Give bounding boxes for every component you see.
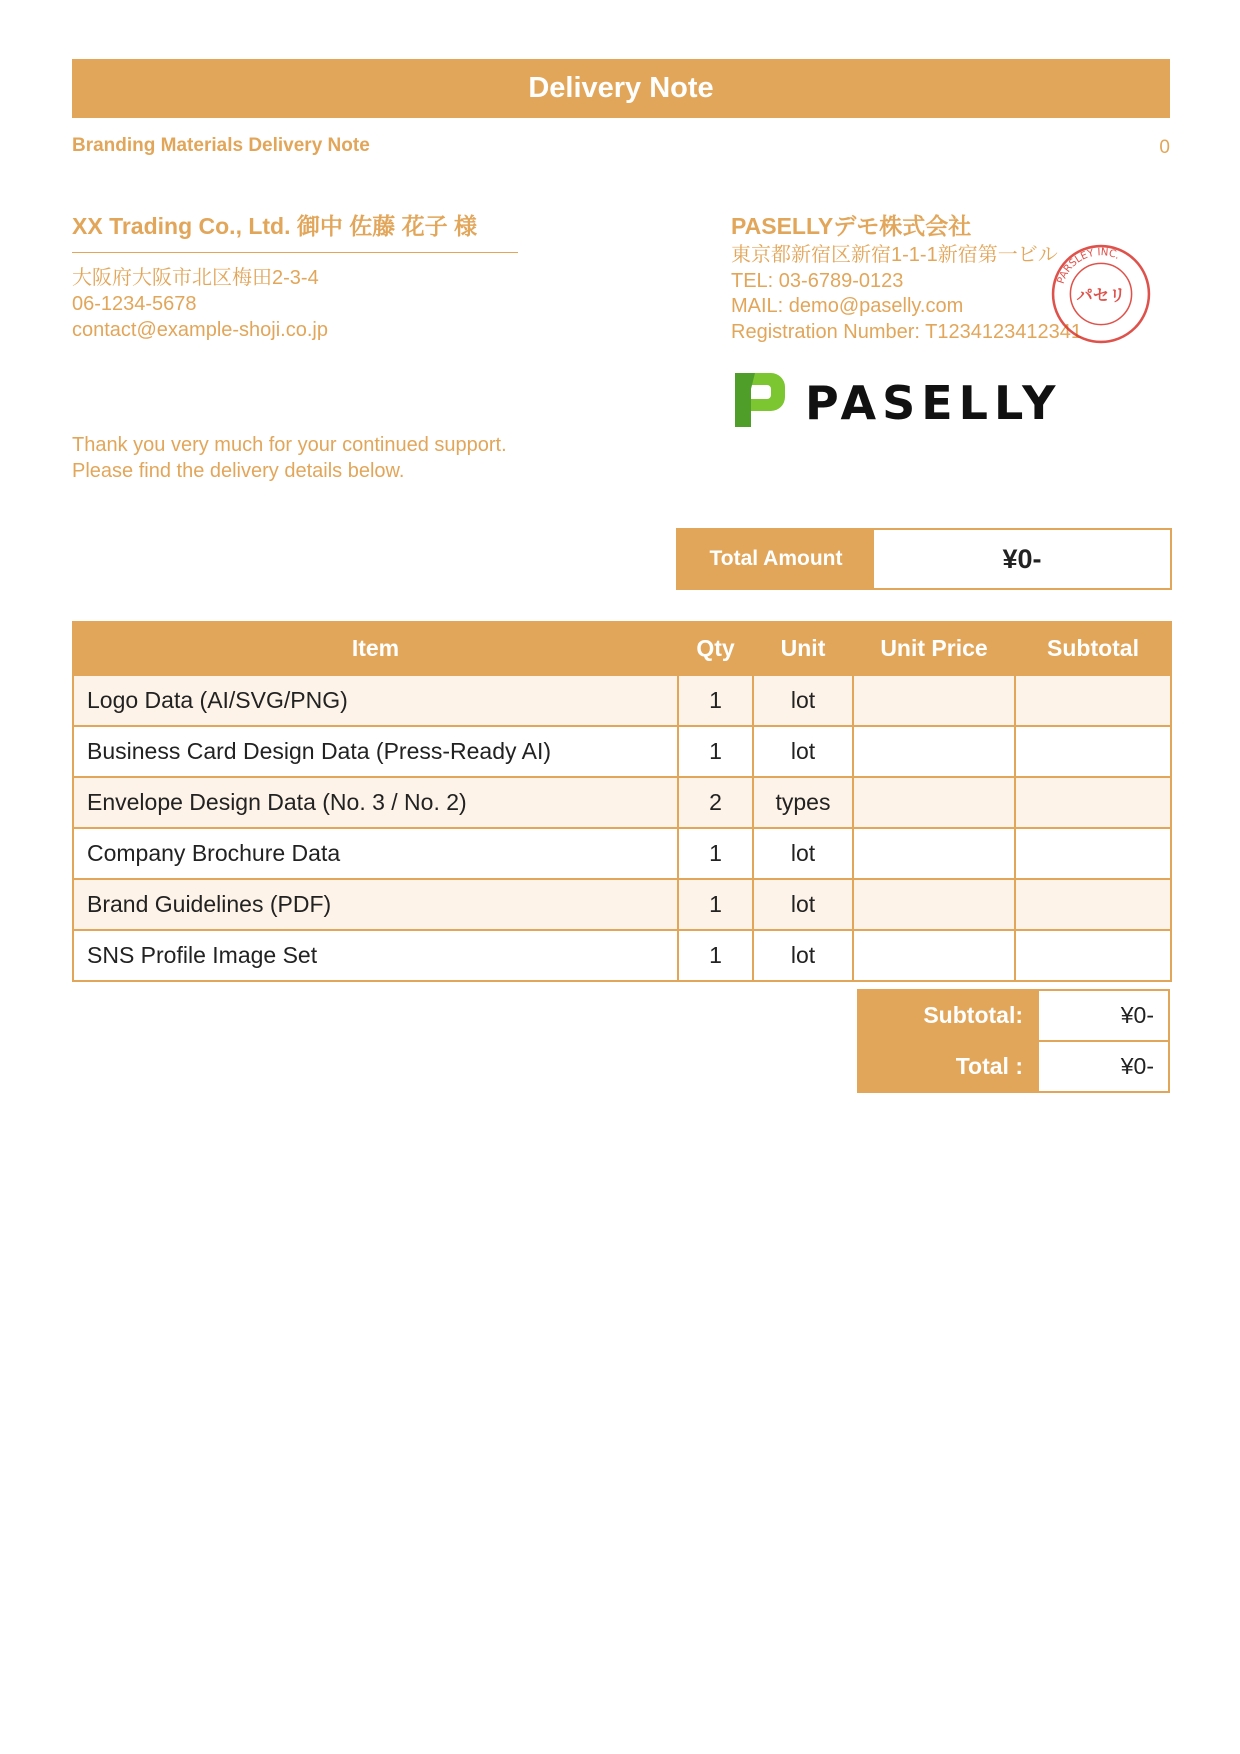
header-item: Item [73, 622, 678, 675]
issuer-address: 東京都新宿区新宿1-1-1新宿第一ビル [731, 244, 1058, 266]
company-seal-stamp [1050, 243, 1152, 345]
cell-item: Company Brochure Data [73, 828, 678, 879]
client-details [72, 265, 518, 343]
table-row [73, 675, 1171, 726]
subtotal-row [858, 990, 1169, 1041]
cell-unit: lot [753, 726, 853, 777]
table-row [73, 879, 1171, 930]
seal-outer-text: PARSLEY INC. [1055, 247, 1122, 286]
cell-subtotal [1015, 777, 1171, 828]
cell-subtotal [1015, 879, 1171, 930]
client-name: XX Trading Co., Ltd. 御中 佐藤 花子 様 [72, 212, 518, 253]
cell-subtotal [1015, 930, 1171, 981]
cell-item: Envelope Design Data (No. 3 / No. 2) [73, 777, 678, 828]
cell-subtotal [1015, 675, 1171, 726]
cell-unit-price [853, 777, 1015, 828]
cell-unit-price [853, 879, 1015, 930]
cell-unit-price [853, 675, 1015, 726]
client-address: 大阪府大阪市北区梅田2-3-4 [72, 267, 319, 289]
client-email: contact@example-shoji.co.jp [72, 319, 328, 341]
cell-item: SNS Profile Image Set [73, 930, 678, 981]
header-unit-price: Unit Price [853, 622, 1015, 675]
greeting-line-2: Please find the delivery details below. [72, 460, 405, 482]
subtotal-value: ¥0- [1038, 990, 1169, 1041]
document-subtitle: Branding Materials Delivery Note [72, 135, 370, 156]
cell-qty: 1 [678, 879, 753, 930]
grand-total-label: Total : [858, 1041, 1038, 1092]
cell-qty: 1 [678, 675, 753, 726]
cell-unit-price [853, 930, 1015, 981]
table-row [73, 930, 1171, 981]
cell-unit: lot [753, 675, 853, 726]
cell-item: Business Card Design Data (Press-Ready AI) [73, 726, 678, 777]
cell-unit: lot [753, 879, 853, 930]
subtotal-label: Subtotal: [858, 990, 1038, 1041]
cell-subtotal [1015, 828, 1171, 879]
greeting-line-1: Thank you very much for your continued support. [72, 434, 507, 456]
grand-total-value: ¥0- [1038, 1041, 1169, 1092]
table-row [73, 828, 1171, 879]
summary-table [857, 989, 1170, 1093]
document-title: Delivery Note [72, 59, 1170, 118]
cell-qty: 1 [678, 930, 753, 981]
cell-unit: lot [753, 930, 853, 981]
cell-subtotal [1015, 726, 1171, 777]
logo-wordmark: PASELLY [805, 376, 1061, 429]
items-table [72, 621, 1172, 982]
issuer-tel: TEL: 03-6789-0123 [731, 269, 904, 292]
total-amount-box [676, 528, 1172, 590]
table-row [73, 777, 1171, 828]
paselly-logo [731, 369, 1061, 429]
grand-total-row [858, 1041, 1169, 1092]
cell-unit-price [853, 726, 1015, 777]
issuer-name: PASELLYデモ株式会社 [731, 213, 972, 239]
cell-qty: 1 [678, 828, 753, 879]
total-amount-value: ¥0- [1002, 543, 1042, 574]
issuer-mail: MAIL: demo@paselly.com [731, 295, 964, 317]
cell-qty: 1 [678, 726, 753, 777]
client-phone: 06-1234-5678 [72, 293, 197, 315]
header-qty: Qty [678, 622, 753, 675]
cell-unit: lot [753, 828, 853, 879]
cell-unit: types [753, 777, 853, 828]
table-row [73, 726, 1171, 777]
cell-qty: 2 [678, 777, 753, 828]
seal-inner-text: パセリ [1076, 286, 1126, 306]
cell-unit-price [853, 828, 1015, 879]
client-block [72, 212, 518, 343]
issuer-registration: Registration Number: T1234123412341 [731, 320, 1082, 343]
header-unit: Unit [753, 622, 853, 675]
cell-item: Logo Data (AI/SVG/PNG) [73, 675, 678, 726]
greeting-message [72, 432, 507, 484]
items-header-row [73, 622, 1171, 675]
header-subtotal: Subtotal [1015, 622, 1171, 675]
document-number: 0 [1159, 137, 1170, 158]
cell-item: Brand Guidelines (PDF) [73, 879, 678, 930]
total-amount-label: Total Amount [678, 530, 874, 588]
